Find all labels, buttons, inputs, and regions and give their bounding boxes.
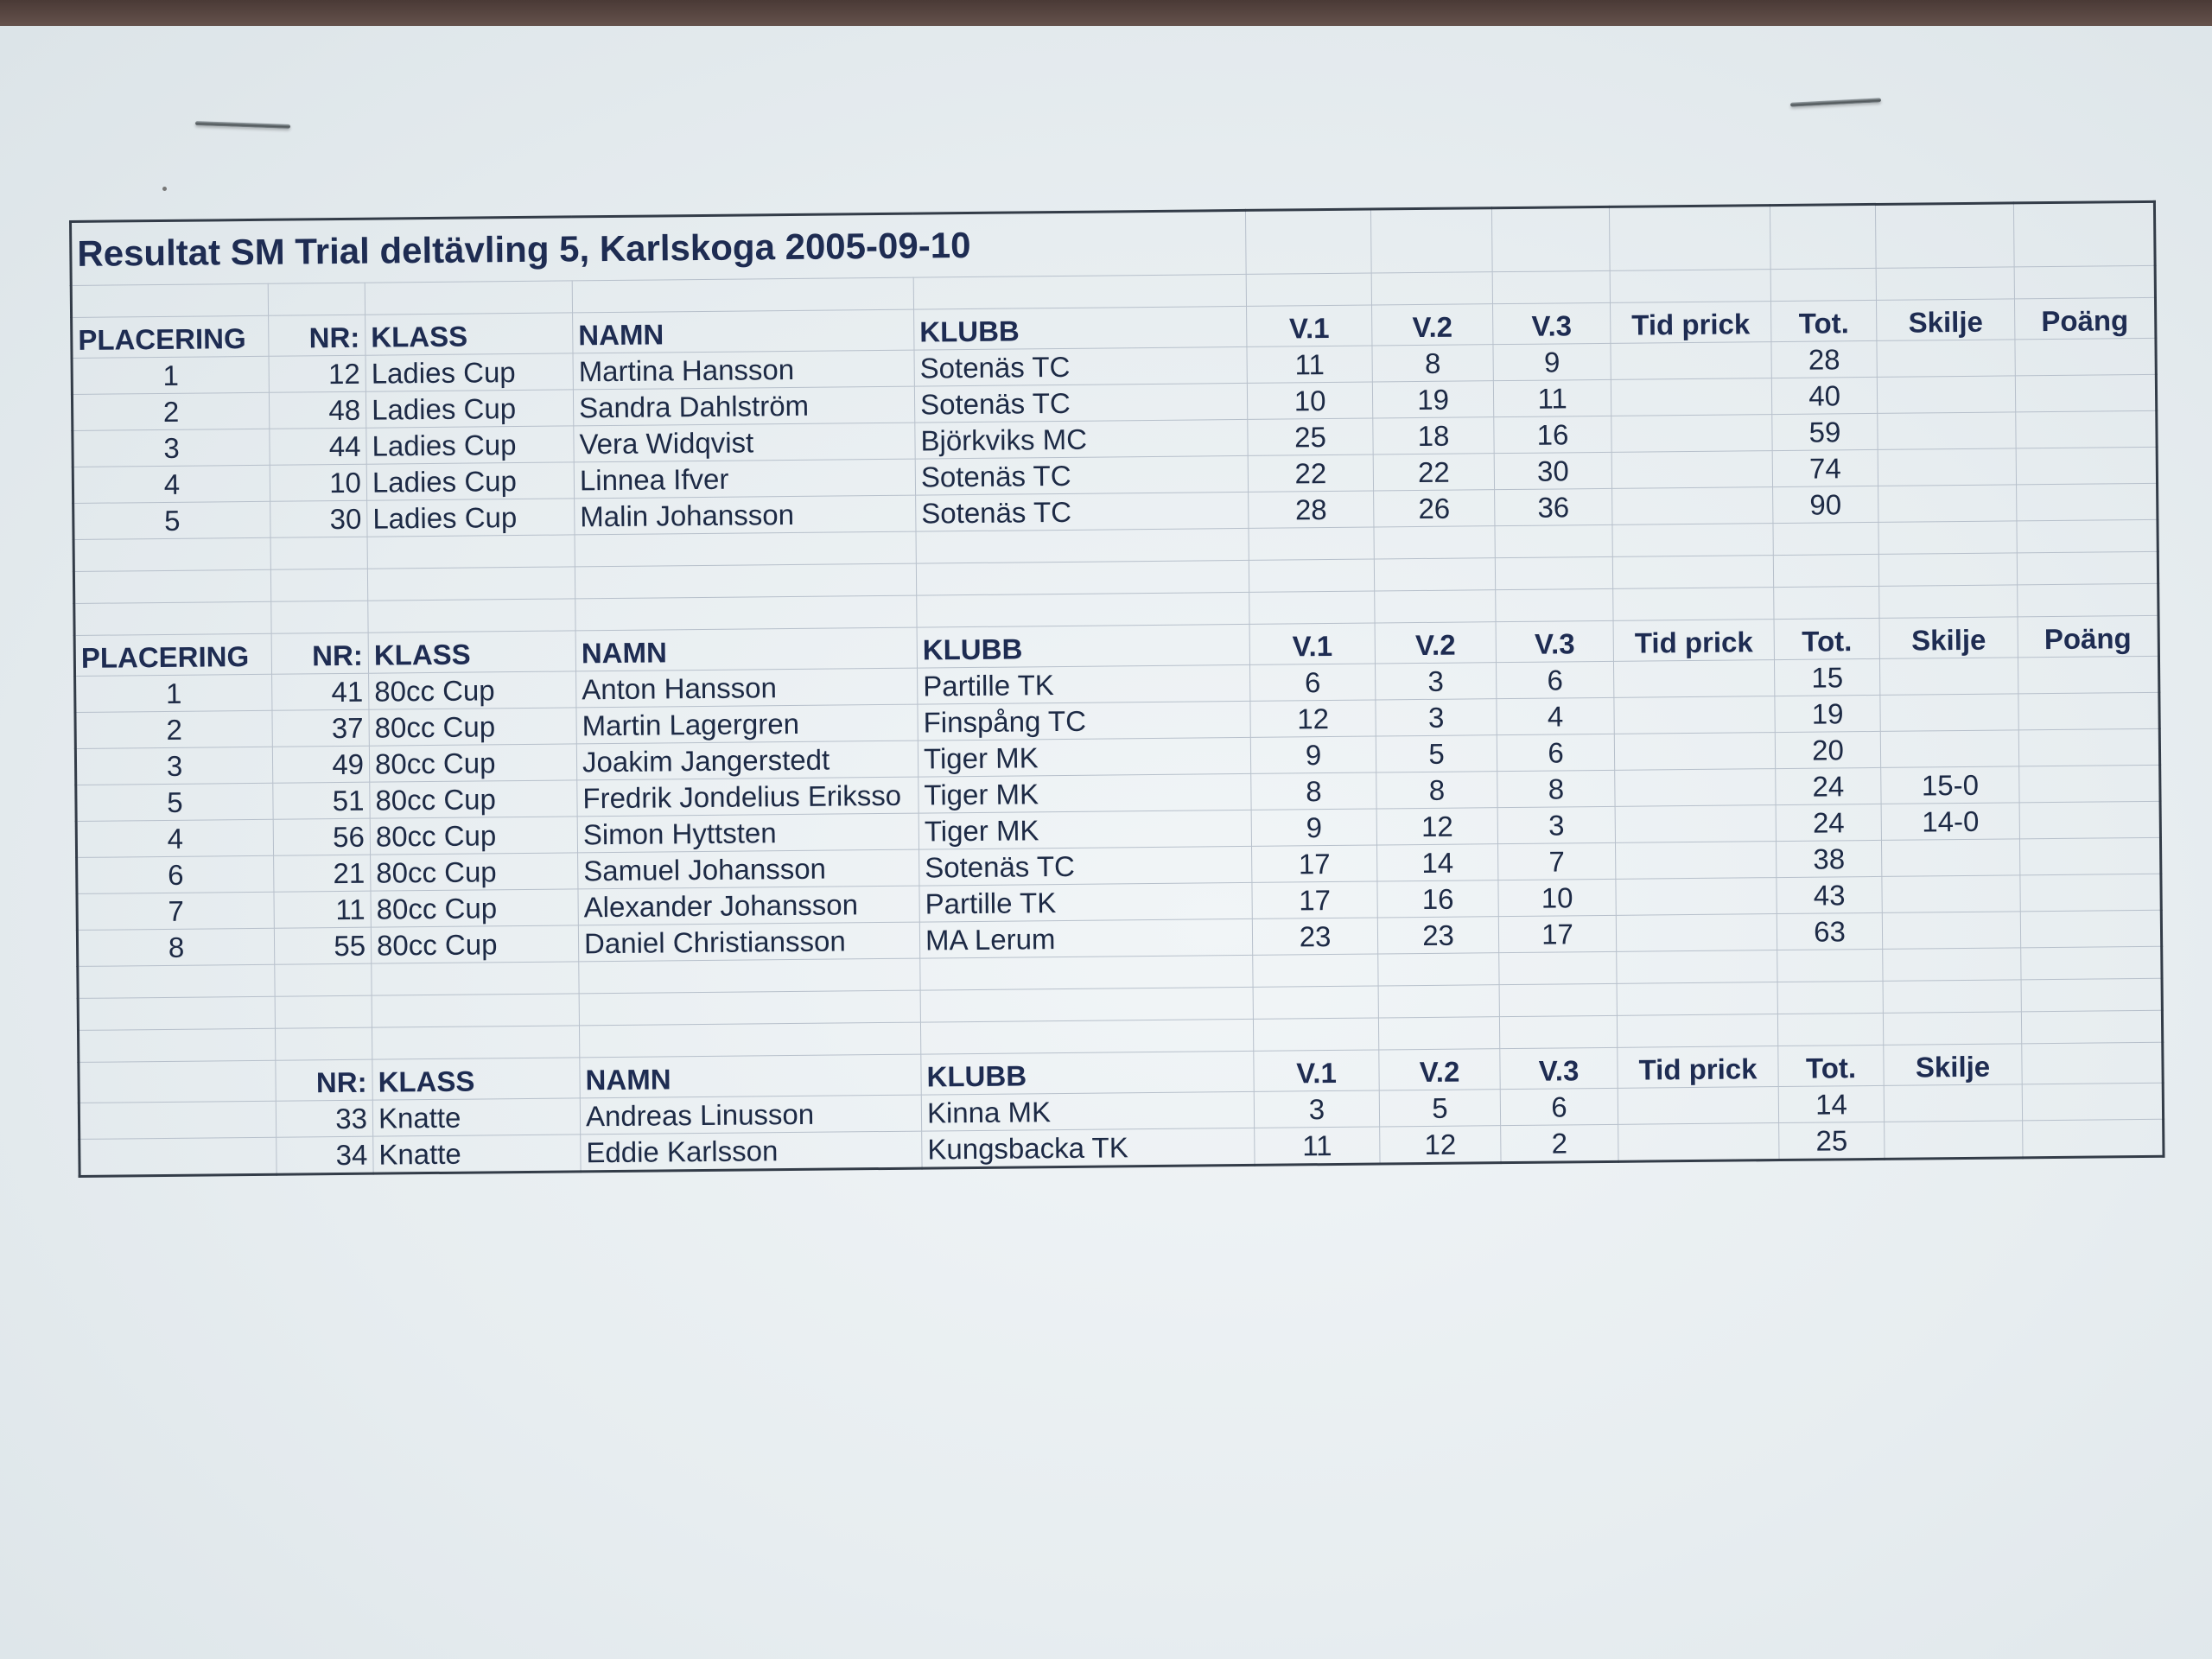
- column-header: NR:: [271, 632, 368, 674]
- skilje-cell: [1880, 658, 2018, 696]
- tot-cell: 40: [1771, 377, 1877, 414]
- empty-cell: [1883, 948, 2021, 982]
- empty-cell: [1612, 556, 1773, 589]
- tid-prick-cell: [1616, 878, 1777, 916]
- namn-cell: Joakim Jangerstedt: [576, 741, 918, 780]
- nr-cell: 49: [272, 746, 369, 783]
- v2-cell: 5: [1376, 735, 1497, 772]
- nr-cell: 34: [276, 1136, 373, 1174]
- v2-cell: 16: [1377, 880, 1498, 918]
- v1-cell: 9: [1251, 809, 1376, 846]
- klubb-cell: Sotenäs TC: [915, 455, 1248, 495]
- tid-prick-cell: [1618, 1123, 1779, 1162]
- placering-cell: 3: [75, 747, 272, 785]
- empty-cell: [1495, 524, 1612, 557]
- klass-cell: 80cc Cup: [371, 853, 578, 891]
- empty-cell: [79, 1101, 276, 1139]
- klubb-cell: MA Lerum: [919, 918, 1252, 958]
- nr-cell: 48: [269, 391, 365, 429]
- poang-cell: [2019, 801, 2160, 839]
- v3-cell: 9: [1493, 343, 1611, 380]
- empty-cell: [1249, 527, 1374, 560]
- tot-cell: 63: [1777, 912, 1882, 950]
- column-header: KLUBB: [921, 1051, 1254, 1095]
- klubb-cell: Sotenäs TC: [914, 383, 1247, 423]
- empty-cell: [275, 1027, 372, 1060]
- empty-cell: [79, 1137, 276, 1176]
- tid-prick-cell: [1614, 733, 1775, 771]
- empty-cell: [916, 528, 1249, 563]
- empty-cell: [1612, 524, 1773, 557]
- skilje-cell: [1882, 875, 2020, 913]
- column-header: V.2: [1372, 304, 1493, 346]
- empty-cell: [920, 1019, 1253, 1054]
- column-header: V.3: [1500, 1047, 1618, 1089]
- skilje-cell: [1882, 839, 2020, 877]
- column-header: Tot.: [1774, 618, 1879, 659]
- tid-prick-cell: [1614, 696, 1775, 734]
- tid-prick-cell: [1616, 914, 1777, 952]
- v1-cell: 6: [1250, 664, 1376, 701]
- v2-cell: 23: [1377, 917, 1498, 954]
- empty-cell: [2021, 946, 2162, 980]
- nr-cell: 55: [274, 927, 371, 964]
- poang-cell: [2015, 338, 2156, 376]
- nr-cell: 30: [270, 500, 367, 537]
- namn-cell: Malin Johansson: [575, 495, 916, 535]
- v1-cell: 23: [1252, 918, 1377, 955]
- poang-cell: [2017, 483, 2158, 521]
- empty-cell: [1613, 588, 1774, 621]
- v3-cell: 10: [1498, 879, 1616, 916]
- tot-cell: 25: [1779, 1122, 1885, 1160]
- skilje-cell: [1877, 376, 2015, 414]
- poang-cell: [2016, 447, 2157, 485]
- namn-cell: Fredrik Jondelius Eriksso: [577, 777, 918, 817]
- empty-cell: [1253, 986, 1378, 1019]
- poang-cell: [2016, 410, 2157, 448]
- namn-cell: Samuel Johansson: [578, 849, 919, 889]
- empty-cell: [1374, 558, 1495, 591]
- tot-cell: 24: [1776, 804, 1881, 841]
- empty-cell: [368, 599, 575, 632]
- empty-cell: [1378, 1017, 1499, 1050]
- skilje-cell: [1878, 412, 2016, 450]
- namn-cell: Andreas Linusson: [580, 1095, 921, 1135]
- tid-prick-cell: [1615, 805, 1776, 843]
- klass-cell: 80cc Cup: [369, 671, 576, 709]
- v2-cell: 3: [1376, 699, 1497, 736]
- column-header: NAMN: [580, 1054, 921, 1098]
- v3-cell: 11: [1493, 379, 1611, 416]
- v3-cell: 7: [1498, 842, 1616, 880]
- v1-cell: 17: [1252, 881, 1377, 918]
- klubb-cell: Kinna MK: [921, 1091, 1254, 1131]
- v1-cell: 10: [1247, 382, 1372, 419]
- poang-cell: [2023, 1119, 2164, 1158]
- klass-cell: 80cc Cup: [369, 744, 576, 782]
- empty-cell: [1777, 949, 1883, 982]
- v2-cell: 8: [1372, 345, 1493, 382]
- skilje-cell: 14-0: [1881, 803, 2019, 841]
- empty-cell: [372, 962, 579, 995]
- column-header: KLUBB: [914, 306, 1247, 350]
- namn-cell: Linnea Ifver: [574, 459, 915, 499]
- tid-prick-cell: [1615, 769, 1776, 807]
- column-header: V.3: [1496, 620, 1613, 662]
- empty-cell: [78, 996, 275, 1030]
- column-header: NAMN: [575, 627, 917, 671]
- column-header: Tot.: [1771, 300, 1877, 341]
- nr-cell: 51: [273, 782, 370, 819]
- empty-cell: [575, 595, 917, 631]
- skilje-cell: [1877, 340, 2015, 378]
- column-header: NAMN: [573, 309, 914, 353]
- v2-cell: 3: [1376, 663, 1497, 700]
- empty-cell: [1499, 983, 1617, 1016]
- poang-cell: [2015, 374, 2156, 412]
- placering-cell: 3: [73, 429, 270, 467]
- column-header: Poäng: [2018, 615, 2158, 658]
- v1-cell: 17: [1252, 845, 1377, 882]
- tot-cell: 90: [1773, 486, 1878, 523]
- skilje-cell: [1884, 1084, 2022, 1122]
- klass-cell: 80cc Cup: [370, 780, 577, 818]
- klubb-cell: Sotenäs TC: [916, 492, 1249, 531]
- v1-cell: 11: [1247, 346, 1372, 383]
- column-header: NR:: [276, 1059, 372, 1101]
- poang-cell: [2020, 837, 2161, 875]
- skilje-cell: [1878, 485, 2017, 523]
- column-header: Tid prick: [1611, 302, 1771, 344]
- empty-cell: [1878, 521, 2017, 555]
- v3-cell: 17: [1498, 915, 1616, 952]
- klass-cell: Ladies Cup: [366, 426, 574, 464]
- klubb-cell: Tiger MK: [918, 810, 1251, 849]
- empty-cell: [74, 601, 271, 635]
- skilje-cell: [1878, 448, 2016, 486]
- poang-cell: [2020, 874, 2161, 912]
- placering-cell: 6: [77, 855, 274, 893]
- empty-cell: [1878, 553, 2017, 587]
- empty-cell: [2018, 583, 2158, 617]
- empty-cell: [275, 995, 372, 1028]
- placering-cell: 1: [72, 356, 269, 394]
- skilje-cell: [1885, 1121, 2023, 1160]
- empty-cell: [372, 1026, 579, 1059]
- empty-cell: [1499, 1015, 1617, 1048]
- v3-cell: 3: [1497, 806, 1615, 843]
- nr-cell: 56: [273, 818, 370, 855]
- namn-cell: Daniel Christiansson: [578, 922, 919, 962]
- klass-cell: Ladies Cup: [366, 462, 574, 500]
- klass-cell: Ladies Cup: [365, 390, 573, 428]
- empty-cell: [1378, 953, 1499, 986]
- klubb-cell: Kungsbacka TK: [922, 1128, 1255, 1168]
- empty-cell: [1253, 1018, 1378, 1051]
- klubb-cell: Tiger MK: [918, 737, 1250, 777]
- tot-cell: 28: [1771, 340, 1877, 378]
- tot-cell: 14: [1778, 1085, 1884, 1122]
- namn-cell: Eddie Karlsson: [581, 1131, 922, 1172]
- namn-cell: Vera Widqvist: [574, 423, 915, 462]
- v1-cell: 8: [1251, 772, 1376, 810]
- tot-cell: 38: [1777, 840, 1882, 877]
- v3-cell: 2: [1501, 1124, 1618, 1162]
- klass-cell: Knatte: [372, 1098, 580, 1136]
- nr-cell: 41: [272, 673, 369, 710]
- v2-cell: 19: [1372, 381, 1493, 418]
- v3-cell: 16: [1494, 416, 1611, 453]
- tot-cell: 20: [1775, 731, 1880, 768]
- placering-cell: 1: [75, 674, 272, 712]
- namn-cell: Sandra Dahlström: [573, 386, 914, 426]
- empty-cell: [579, 958, 920, 994]
- v2-cell: 5: [1379, 1090, 1500, 1127]
- results-sheet: [69, 200, 2163, 1178]
- placering-cell: 5: [73, 501, 270, 539]
- placering-cell: 8: [77, 928, 274, 966]
- v2-cell: 8: [1376, 772, 1497, 809]
- tid-prick-cell: [1611, 378, 1771, 416]
- empty-cell: [1773, 522, 1878, 555]
- empty-cell: [920, 987, 1253, 1022]
- empty-cell: [575, 563, 916, 599]
- empty-cell: [917, 592, 1249, 627]
- column-header: Skilje: [1884, 1044, 2022, 1086]
- tid-prick-cell: [1611, 451, 1772, 489]
- poang-cell: [2019, 765, 2160, 803]
- skilje-cell: 15-0: [1881, 766, 2019, 804]
- v3-cell: 4: [1497, 697, 1614, 734]
- empty-cell: [1777, 981, 1883, 1014]
- placering-cell: 7: [77, 892, 274, 930]
- klubb-cell: Partille TK: [918, 664, 1250, 704]
- klubb-cell: Sotenäs TC: [914, 346, 1247, 386]
- nr-cell: 10: [270, 464, 366, 501]
- v3-cell: 36: [1495, 488, 1612, 525]
- klubb-cell: Björkviks MC: [915, 419, 1248, 459]
- nr-cell: 37: [272, 709, 369, 747]
- empty-cell: [1883, 1012, 2021, 1046]
- empty-cell: [2017, 519, 2158, 553]
- empty-cell: [79, 1060, 276, 1103]
- namn-cell: Martin Lagergren: [576, 704, 918, 744]
- klass-cell: Ladies Cup: [367, 499, 575, 537]
- sheet-title: Resultat SM Trial deltävling 5, Karlskoga 2005-09-10: [71, 210, 1247, 285]
- tid-prick-cell: [1612, 487, 1773, 525]
- column-header: KLASS: [372, 1058, 580, 1100]
- skilje-cell: [1880, 694, 2018, 732]
- column-header: Skilje: [1877, 299, 2015, 341]
- klass-cell: 80cc Cup: [370, 817, 577, 855]
- nr-cell: 21: [274, 855, 371, 892]
- empty-cell: [2017, 551, 2158, 585]
- empty-cell: [78, 1028, 275, 1062]
- v2-cell: 26: [1374, 490, 1495, 527]
- v2-cell: 22: [1373, 454, 1494, 491]
- empty-cell: [2021, 1010, 2162, 1044]
- v2-cell: 12: [1380, 1126, 1501, 1164]
- empty-cell: [1617, 1014, 1777, 1048]
- tot-cell: 59: [1772, 413, 1878, 450]
- placering-cell: 5: [76, 783, 273, 821]
- empty-cell: [1879, 585, 2018, 619]
- poang-cell: [2018, 692, 2159, 730]
- nr-cell: 12: [269, 355, 365, 392]
- empty-cell: [1253, 954, 1378, 987]
- namn-cell: Simon Hyttsten: [577, 813, 918, 853]
- empty-cell: [367, 567, 575, 601]
- column-header: V.1: [1249, 623, 1375, 664]
- paper-speck: [162, 187, 167, 191]
- namn-cell: Anton Hansson: [576, 668, 918, 708]
- v1-cell: 25: [1248, 418, 1373, 455]
- column-header: Skilje: [1879, 617, 2018, 659]
- v3-cell: 6: [1497, 734, 1614, 771]
- poang-cell: [2022, 1083, 2163, 1121]
- poang-cell: [2020, 910, 2161, 948]
- klass-cell: 80cc Cup: [371, 925, 578, 963]
- tid-prick-cell: [1611, 415, 1772, 453]
- column-header: V.1: [1247, 305, 1372, 346]
- empty-cell: [1375, 590, 1496, 623]
- empty-cell: [1499, 951, 1617, 984]
- empty-cell: [1773, 554, 1878, 587]
- column-header: Tid prick: [1613, 620, 1774, 662]
- klubb-cell: Partille TK: [919, 882, 1252, 922]
- v1-cell: 9: [1250, 736, 1376, 773]
- v1-cell: 11: [1255, 1127, 1380, 1165]
- poang-cell: [2018, 728, 2159, 766]
- empty-cell: [1883, 980, 2021, 1014]
- tot-cell: 74: [1772, 449, 1878, 486]
- tot-cell: 43: [1777, 876, 1882, 913]
- column-header: KLUBB: [917, 624, 1249, 668]
- klass-cell: Knatte: [373, 1135, 581, 1173]
- nr-cell: 11: [274, 891, 371, 928]
- empty-cell: [275, 963, 372, 996]
- column-header: Poäng: [2015, 297, 2156, 340]
- skilje-cell: [1882, 912, 2020, 950]
- empty-cell: [1774, 586, 1879, 619]
- v2-cell: 18: [1373, 417, 1494, 454]
- v3-cell: 30: [1494, 452, 1611, 489]
- skilje-cell: [1880, 730, 2018, 768]
- column-header: PLACERING: [74, 633, 271, 676]
- tot-cell: 19: [1775, 695, 1880, 732]
- column-header: KLASS: [368, 631, 575, 673]
- nr-cell: 33: [276, 1100, 372, 1137]
- klubb-cell: Sotenäs TC: [919, 846, 1252, 886]
- column-header: V.1: [1254, 1050, 1379, 1091]
- klass-cell: Ladies Cup: [365, 353, 573, 391]
- column-header: Tot.: [1778, 1045, 1884, 1086]
- tot-cell: 24: [1776, 767, 1881, 804]
- column-header: V.2: [1375, 622, 1496, 664]
- klubb-cell: Tiger MK: [918, 773, 1251, 813]
- empty-cell: [1374, 526, 1495, 559]
- v1-cell: 22: [1248, 454, 1373, 492]
- empty-cell: [1249, 591, 1375, 624]
- empty-cell: [1496, 588, 1613, 621]
- klass-cell: 80cc Cup: [369, 708, 576, 746]
- column-header: NR:: [269, 315, 365, 356]
- empty-cell: [78, 964, 275, 998]
- empty-cell: [270, 569, 367, 601]
- v3-cell: 6: [1500, 1088, 1618, 1125]
- empty-cell: [1777, 1013, 1883, 1046]
- empty-cell: [920, 955, 1253, 990]
- poang-cell: [2018, 656, 2159, 694]
- empty-cell: [575, 531, 916, 567]
- empty-cell: [1249, 559, 1374, 592]
- namn-cell: Alexander Johansson: [578, 886, 919, 925]
- empty-cell: [1378, 985, 1499, 1018]
- empty-cell: [579, 990, 920, 1026]
- column-header: V.2: [1379, 1049, 1500, 1090]
- column-header: KLASS: [365, 313, 573, 355]
- klass-cell: 80cc Cup: [371, 889, 578, 927]
- empty-cell: [916, 560, 1249, 595]
- tid-prick-cell: [1614, 660, 1775, 698]
- empty-cell: [271, 601, 368, 633]
- tid-prick-cell: [1616, 842, 1777, 880]
- tot-cell: 15: [1775, 658, 1880, 696]
- column-header: V.3: [1493, 302, 1611, 344]
- v2-cell: 14: [1377, 844, 1498, 881]
- empty-cell: [2021, 978, 2162, 1012]
- empty-cell: [73, 569, 270, 603]
- placering-cell: 4: [76, 819, 273, 857]
- column-header: Tid prick: [1618, 1046, 1778, 1089]
- v2-cell: 12: [1376, 808, 1497, 845]
- empty-cell: [1617, 950, 1777, 984]
- namn-cell: Martina Hansson: [573, 350, 914, 390]
- empty-cell: [1495, 556, 1612, 589]
- empty-cell: [367, 535, 575, 569]
- tid-prick-cell: [1611, 342, 1771, 380]
- v1-cell: 12: [1250, 700, 1376, 737]
- empty-cell: [73, 537, 270, 571]
- column-header: PLACERING: [72, 315, 269, 358]
- results-table: [69, 200, 2165, 1178]
- nr-cell: 44: [270, 428, 366, 465]
- empty-cell: [2022, 1042, 2163, 1084]
- empty-cell: [372, 994, 579, 1027]
- empty-cell: [270, 537, 367, 569]
- placering-cell: 4: [73, 465, 270, 503]
- klubb-cell: Finspång TC: [918, 701, 1250, 741]
- placering-cell: 2: [75, 710, 272, 748]
- v3-cell: 8: [1497, 770, 1615, 807]
- placering-cell: 2: [72, 392, 269, 430]
- v1-cell: 28: [1249, 491, 1374, 528]
- empty-cell: [579, 1022, 920, 1058]
- v3-cell: 6: [1497, 661, 1614, 698]
- tid-prick-cell: [1618, 1087, 1778, 1125]
- empty-cell: [1617, 982, 1777, 1016]
- v1-cell: 3: [1254, 1090, 1379, 1128]
